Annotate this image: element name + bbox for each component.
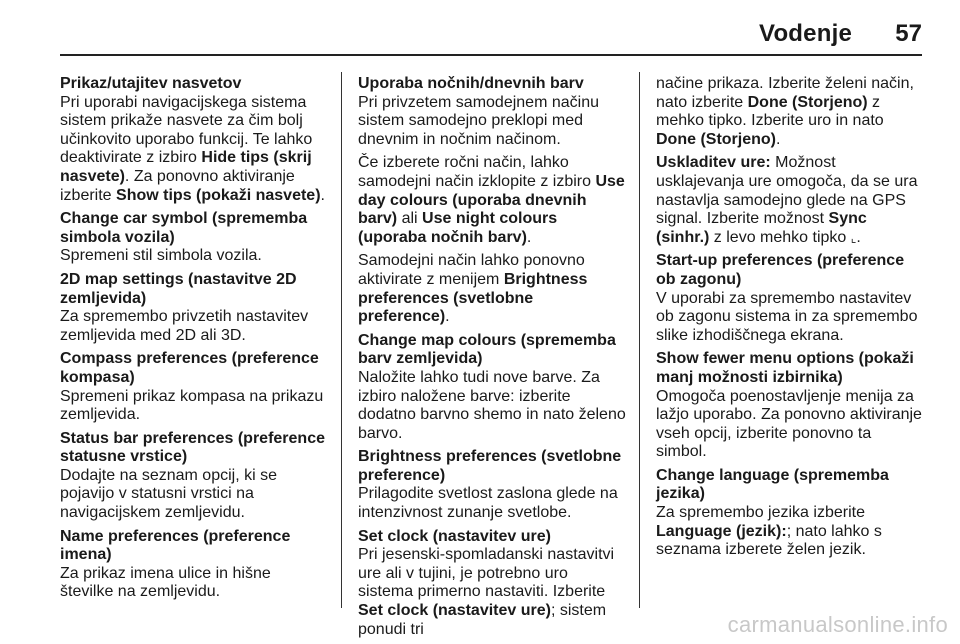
text-run: z levo mehko tipko xyxy=(709,228,851,246)
entry-body: Za spremembo privzetih nastavitev zemljevida med 2D ali 3D. xyxy=(60,308,309,344)
entry-compass xyxy=(60,350,328,424)
text-run: Če izberete ročni način, lahko samodejni način izklopite z izbiro xyxy=(358,154,596,190)
text-run: načine prikaza. Izberite želeni način, nato izberite xyxy=(656,75,914,111)
entry-map-colours xyxy=(358,332,626,444)
section-title: Vodenje xyxy=(759,20,852,47)
entry-title: Compass preferences (preference kompasa) xyxy=(60,350,319,386)
entry-body: Naložite lahko tudi nove barve. Za izbiro naložene barve: izberite dodatno barvno shemo in nato želeno barvo. xyxy=(358,368,626,442)
entry-2d-map xyxy=(60,271,328,345)
text-run: Pri uporabi navigacijskega sistema sistem prikaže nasvete za čim bolj učinkovito uporabo funkcij. Te lahko deaktivirate z izbiro xyxy=(60,93,313,167)
entry-name-prefs xyxy=(60,528,328,602)
entry-title: Change map colours (sprememba barv zemljevida) xyxy=(358,331,616,368)
column-2 xyxy=(358,75,626,644)
bold-term: Done (Storjeno) xyxy=(656,130,776,148)
text-run: Možnost usklajevanja ure omogoča, da se ura nastavlja samodejno glede na GPS signal. Izberite možnost xyxy=(656,154,918,228)
entry-car-symbol xyxy=(60,210,328,266)
column-3 xyxy=(656,75,924,565)
bold-term: Uskladitev ure: xyxy=(656,154,771,172)
column-divider xyxy=(341,72,342,608)
entry-language xyxy=(656,467,924,560)
entry-body xyxy=(60,94,328,206)
bold-term: Set clock (nastavitev ure) xyxy=(358,602,551,620)
bold-term: Use day colours (uporaba dnevnih barv) xyxy=(358,172,625,228)
entry-title: Uporaba nočnih/dnevnih barv xyxy=(358,75,584,92)
entry-body xyxy=(656,504,924,560)
text-run: Za spremembo jezika izberite xyxy=(656,504,865,522)
text-run: . xyxy=(445,308,450,326)
paragraph-manual-mode xyxy=(358,154,626,247)
bold-term: Language (jezik): xyxy=(656,522,787,540)
bold-term: Sync (sinhr.) xyxy=(656,210,867,246)
entry-title: Status bar preferences (preference statusne vrstice) xyxy=(60,429,325,466)
text-run: . xyxy=(320,186,325,204)
text-run: . xyxy=(526,228,532,246)
entry-body: Dodajte na seznam opcij, ki se pojavijo v statusni vrstici na navigacijskem zemljevidu. xyxy=(60,466,277,522)
text-run: Samodejni način lahko ponovno aktivirate z menijem xyxy=(358,252,585,288)
text-run: z mehko tipko. Izberite uro in nato xyxy=(656,93,884,130)
page-number: 57 xyxy=(895,20,922,47)
entry-startup xyxy=(656,252,924,345)
paragraph-clock-sync xyxy=(656,154,924,247)
entry-hide-tips xyxy=(60,75,328,205)
entry-set-clock xyxy=(358,528,626,640)
soft-key-icon: ⌞ xyxy=(850,230,857,245)
column-divider xyxy=(639,72,640,608)
paragraph-clock-continued xyxy=(656,75,924,149)
entry-night-day xyxy=(358,75,626,149)
entry-title: Change language (sprememba jezika) xyxy=(656,466,889,503)
entry-body: Za prikaz imena ulice in hišne številke na zemljevidu. xyxy=(60,564,271,601)
page-header xyxy=(60,14,922,56)
bold-term: Show tips (pokaži nasvete) xyxy=(116,186,321,204)
entry-body: Prilagodite svetlost zaslona glede na intenzivnost zunanje svetlobe. xyxy=(358,485,618,522)
paragraph-auto-mode xyxy=(358,252,626,326)
entry-title: Set clock (nastavitev ure) xyxy=(358,527,551,545)
text-run: ; sistem ponudi tri xyxy=(358,602,607,638)
text-run: . xyxy=(776,130,781,148)
text-run: ; nato lahko s seznama izberete želen jezik. xyxy=(656,522,882,559)
entry-body: Omogoča poenostavljenje menija za lažjo uporabo. Za ponovno aktiviranje vseh opcij, izberite ponovno ta simbol. xyxy=(656,387,922,461)
bold-term: Hide tips (skrij nasvete) xyxy=(60,149,312,185)
entry-brightness xyxy=(358,448,626,522)
entry-title: 2D map settings (nastavitve 2D zemljevida) xyxy=(60,270,297,307)
entry-body: Pri privzetem samodejnem načinu sistem samodejno preklopi med dnevnim in nočnim načinom. xyxy=(358,93,599,148)
entry-status-bar xyxy=(60,430,328,523)
watermark: carmanualsonline.info xyxy=(727,612,948,637)
entry-title: Brightness preferences (svetlobne preference) xyxy=(358,448,622,484)
entry-title: Start-up preferences (preference ob zagonu) xyxy=(656,252,905,288)
entry-body: Spremeni stil simbola vozila. xyxy=(60,247,262,265)
entry-title: Prikaz/utajitev nasvetov xyxy=(60,75,242,92)
text-run: Pri jesenski-spomladanski nastavitvi ure ali v tujini, je potrebno uro sistema primerno nastaviti. Izberite xyxy=(358,546,615,601)
entry-title: Change car symbol (sprememba simbola vozila) xyxy=(60,210,308,246)
text-run: . xyxy=(856,228,861,246)
text-run: . Za ponovno aktiviranje izberite xyxy=(60,167,295,204)
entry-body xyxy=(358,546,626,639)
entry-body: V uporabi za spremembo nastavitev ob zagonu sistema in za spremembo slike izhodiščnega ekrana. xyxy=(656,289,918,344)
column-1 xyxy=(60,75,328,607)
bold-term: Done (Storjeno) xyxy=(747,93,868,111)
entry-body: Spremeni prikaz kompasa na prikazu zemljevida. xyxy=(60,387,324,424)
entry-fewer-menu xyxy=(656,350,924,462)
entry-title: Show fewer menu options (pokaži manj možnosti izbirnika) xyxy=(656,350,914,386)
text-run: ali xyxy=(397,210,423,228)
entry-title: Name preferences (preference imena) xyxy=(60,527,291,564)
bold-term: Use night colours (uporaba nočnih barv) xyxy=(358,210,558,246)
bold-term: Brightness preferences (svetlobne preference) xyxy=(358,270,588,326)
